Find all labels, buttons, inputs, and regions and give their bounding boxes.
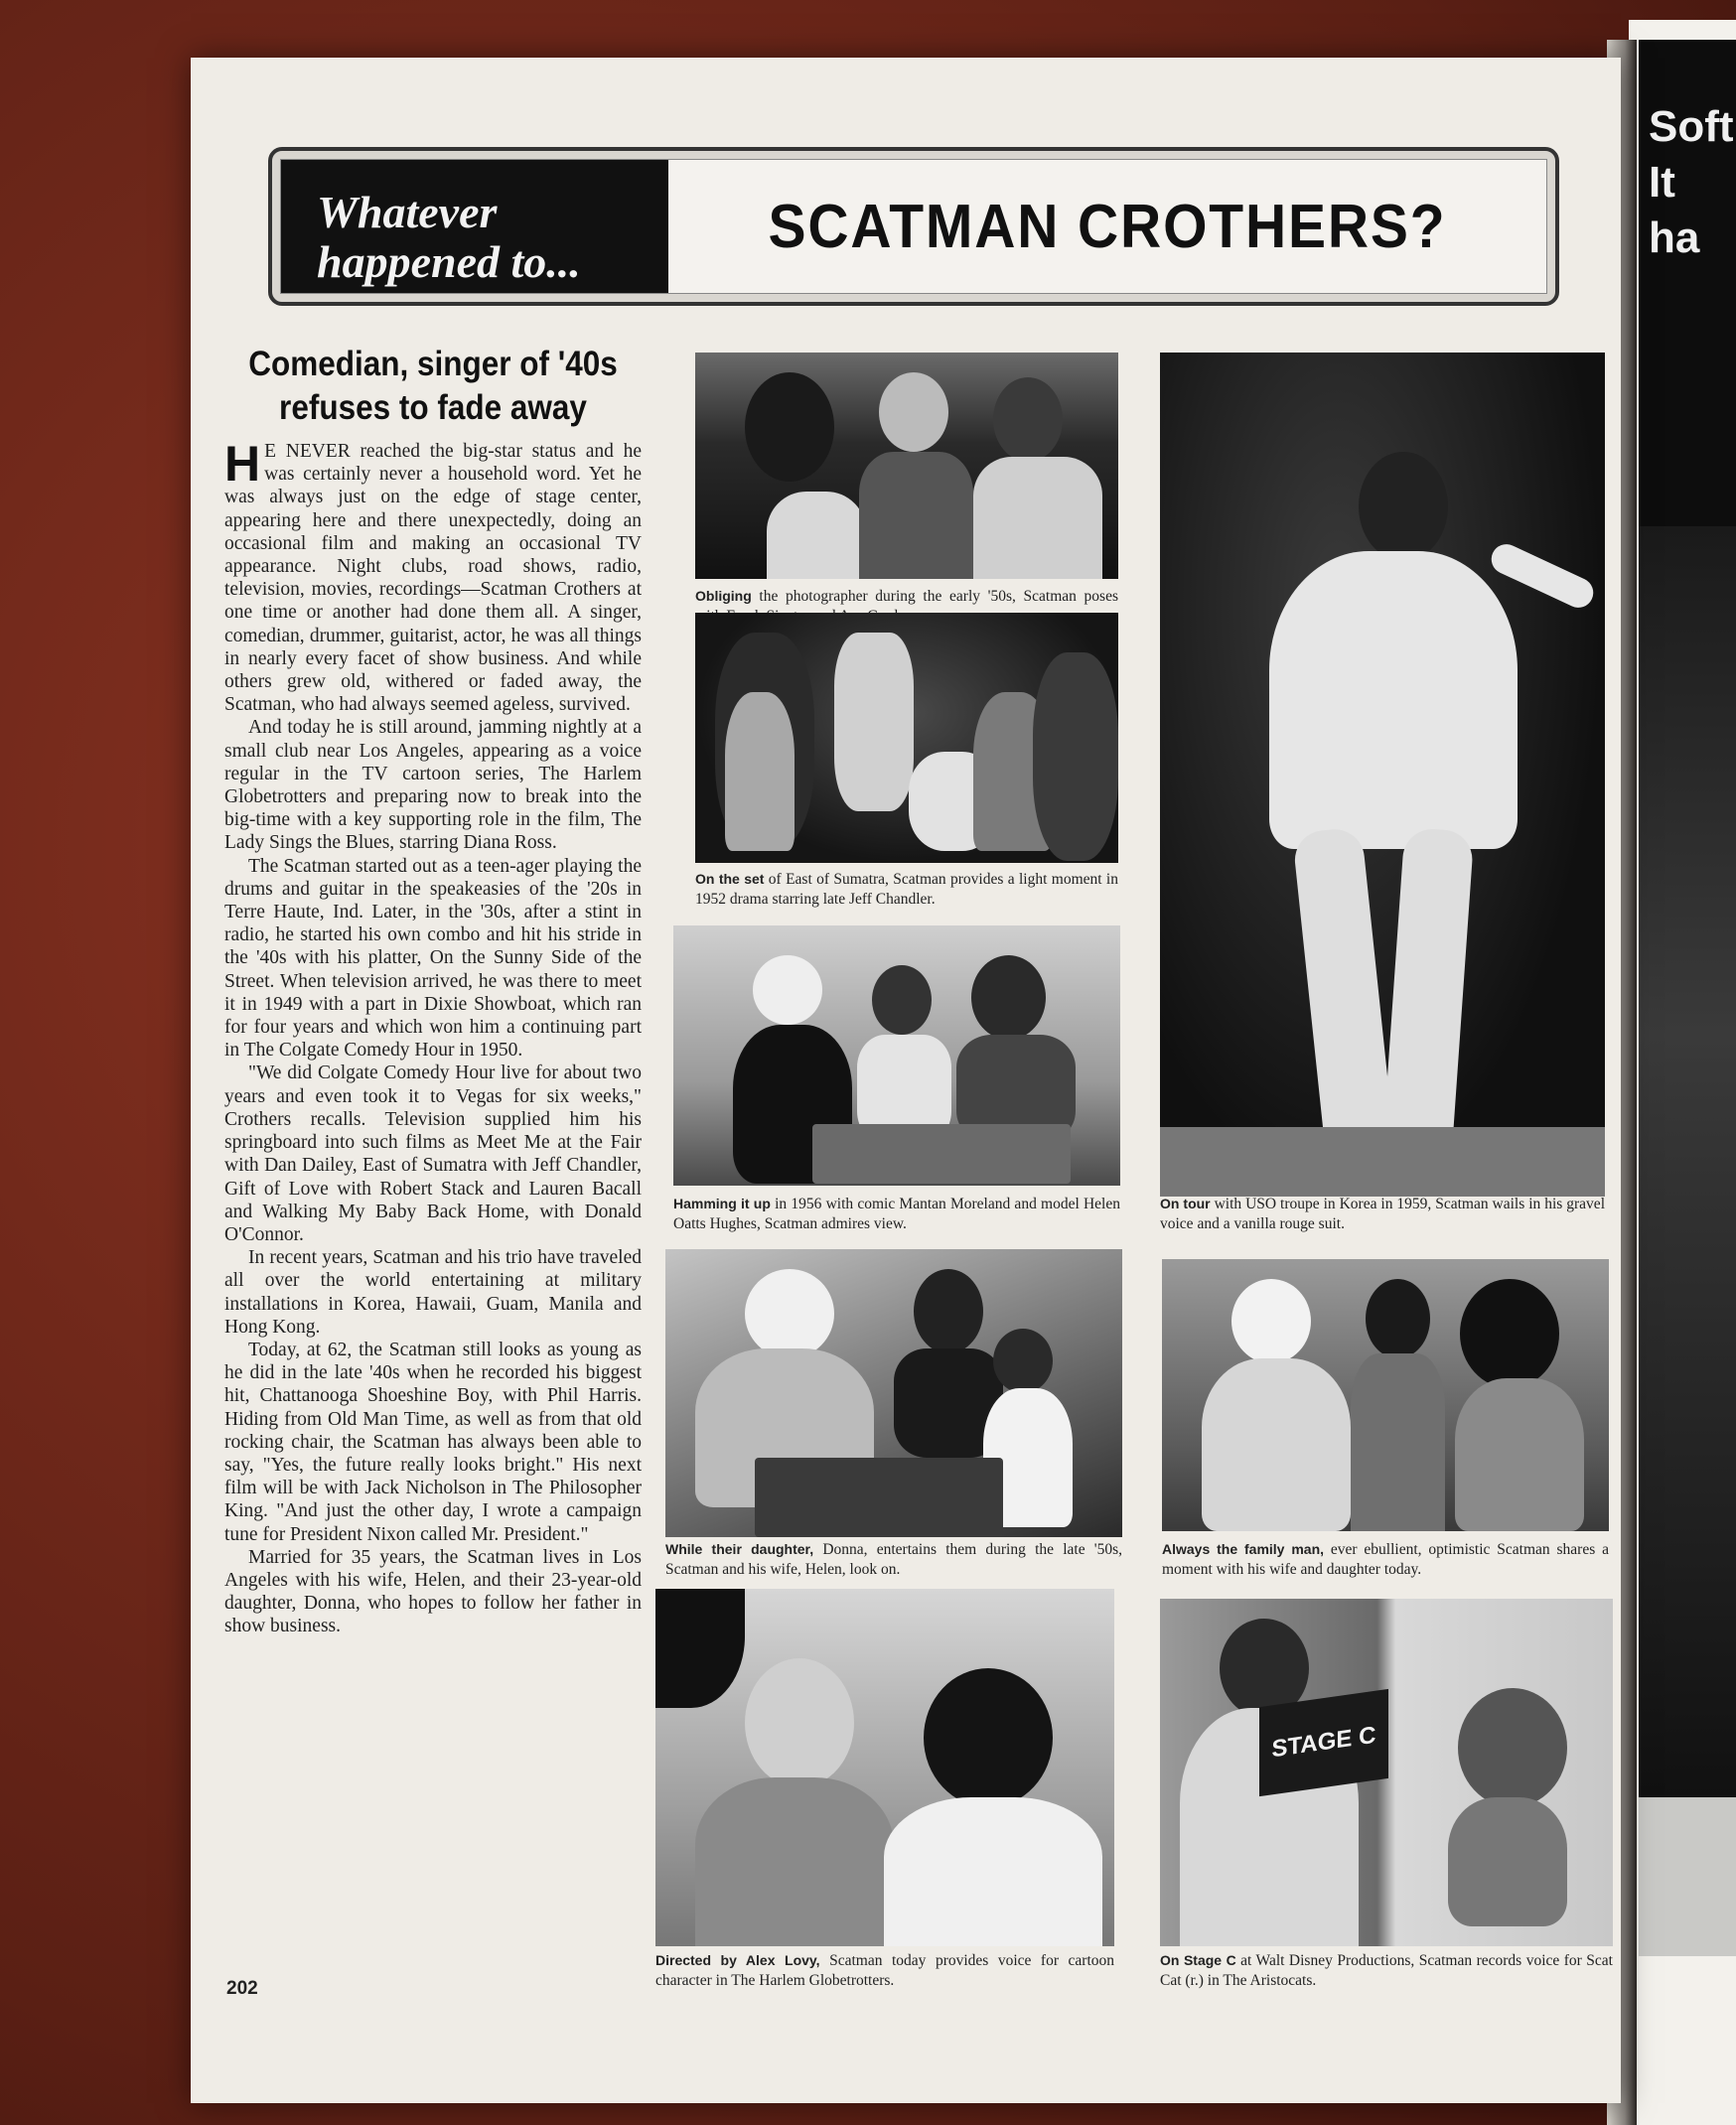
article-paragraph: "We did Colgate Comedy Hour live for about two years and even took it to Vegas for six weeks," Crothers recalls. Television supplied him his springboard into such films as Meet Me at the Fair with Dan Dailey, East of Sumatra with Jeff Chandler, Gift of Love with Robert Stack and Lauren Bacall and Walking My Baby Back Home, with Donald O'Connor. — [224, 1062, 642, 1245]
photo-stage-c — [1160, 1599, 1613, 1946]
stage-sign — [1259, 1689, 1388, 1796]
photo-sinatra — [695, 353, 1118, 579]
cartoon-cat — [1458, 1688, 1567, 1807]
article-paragraph: Married for 35 years, the Scatman lives in Los Angeles with his wife, Helen, and their 23-year-old daughter, Donna, who hopes to follow her father in show business. — [224, 1546, 642, 1637]
caption-4: On tour with USO troupe in Korea in 1959, Scatman wails in his gravel voice and a vanilla rouge suit. — [1160, 1196, 1605, 1232]
facing-page-ad-photo — [1639, 526, 1736, 1797]
article-column — [224, 343, 642, 1638]
photo-on-tour — [1160, 353, 1605, 1197]
banner-kicker-text: Whatever happened to... — [317, 187, 581, 287]
caption-6: Always the family man, ever ebullient, optimistic Scatman shares a moment with his wife and daughter today. — [1162, 1541, 1609, 1578]
photo-family-man — [1162, 1259, 1609, 1531]
banner-title: SCATMAN CROTHERS? — [768, 192, 1447, 261]
photo-daughter — [665, 1249, 1122, 1537]
drop-cap: H — [224, 436, 261, 492]
stage-sign-text: STAGE C — [1271, 1721, 1376, 1764]
caption-7: Directed by Alex Lovy, Scatman today provides voice for cartoon character in The Harlem Globetrotters. — [655, 1952, 1115, 1989]
photo-alex-lovy — [655, 1589, 1114, 1946]
title-banner — [268, 147, 1559, 306]
photo-hamming-it-up — [673, 925, 1120, 1186]
caption-8: On Stage C at Walt Disney Productions, Scatman records voice for Scat Cat (r.) in The Aristocats. — [1160, 1952, 1613, 1989]
article-paragraph: In recent years, Scatman and his trio have traveled all over the world entertaining at military installations in Korea, Hawaii, Guam, Manila and Hong Kong. — [224, 1247, 642, 1338]
facing-page-ad-text: Soft It ha — [1649, 102, 1734, 262]
article-paragraph: And today he is still around, jamming nightly at a small club near Los Angeles, appearing as a voice regular in the TV cartoon series, The Harlem Globetrotters and preparing now to break into the big-time with a key supporting role in the film, The Lady Sings the Blues, starring Diana Ross. — [224, 717, 642, 854]
caption-5: While their daughter, Donna, entertains them during the late '50s, Scatman and his wife, Helen, look on. — [665, 1541, 1122, 1578]
article-paragraph: H E NEVER reached the big-star status and he was certainly never a household word. Yet he was always just on the edge of stage center, appearing here and there unexpectedly, doing an occasional film and making an occasional TV appearance. Night clubs, road shows, radio, television, movies, recordings—Scatman Crothers at one time or another had done them all. A singer, comedian, drummer, guitarist, actor, he was all things in nearly every facet of show business. And while others grew old, withered or faded away, the Scatman, who had always seemed ageless, survived. — [224, 436, 642, 716]
caption-3: Hamming it up in 1956 with comic Mantan Moreland and model Helen Oatts Hughes, Scatman admires view. — [673, 1196, 1120, 1232]
banner-kicker — [281, 160, 668, 293]
article-paragraph: Today, at 62, the Scatman still looks as young as he did in the late '40s when he recorded his biggest hit, Chattanooga Shoeshine Boy, with Phil Harris. Hiding from Old Man Time, as well as from that old rocking chair, the Scatman has always been able to say, "Yes, the future really looks bright." His next film will be with Jack Nicholson in The Philosopher King. "And just the other day, I wrote a campaign tune for President Nixon called Mr. President." — [224, 1339, 642, 1545]
article-headline: Comedian, singer of '40s refuses to fade away — [248, 345, 618, 427]
caption-1: Obliging the photographer during the early '50s, Scatman poses — [695, 588, 1118, 605]
article-paragraph: The Scatman started out as a teen-ager playing the drums and guitar in the speakeasies of the '20s in Terre Haute, Ind. Later, in the '30s, after a stint in radio, he started his own combo and hit his stride in the '40s with his platter, On the Sunny Side of the Street. When television arrived, he was there to meet it in 1949 with a part in Dixie Showboat, which ran for four years and which won him a continuing part in The Colgate Comedy Hour in 1950. — [224, 855, 642, 1062]
page-number: 202 — [226, 1978, 258, 1999]
facing-page-ad-footer — [1639, 1797, 1736, 1956]
photo-east-of-sumatra — [695, 613, 1118, 863]
caption-2: On the set of East of Sumatra, Scatman provides a light moment in 1952 drama starring late Jeff Chandler. — [695, 871, 1118, 908]
banner-frame — [280, 159, 1547, 294]
article-body — [224, 436, 642, 1638]
